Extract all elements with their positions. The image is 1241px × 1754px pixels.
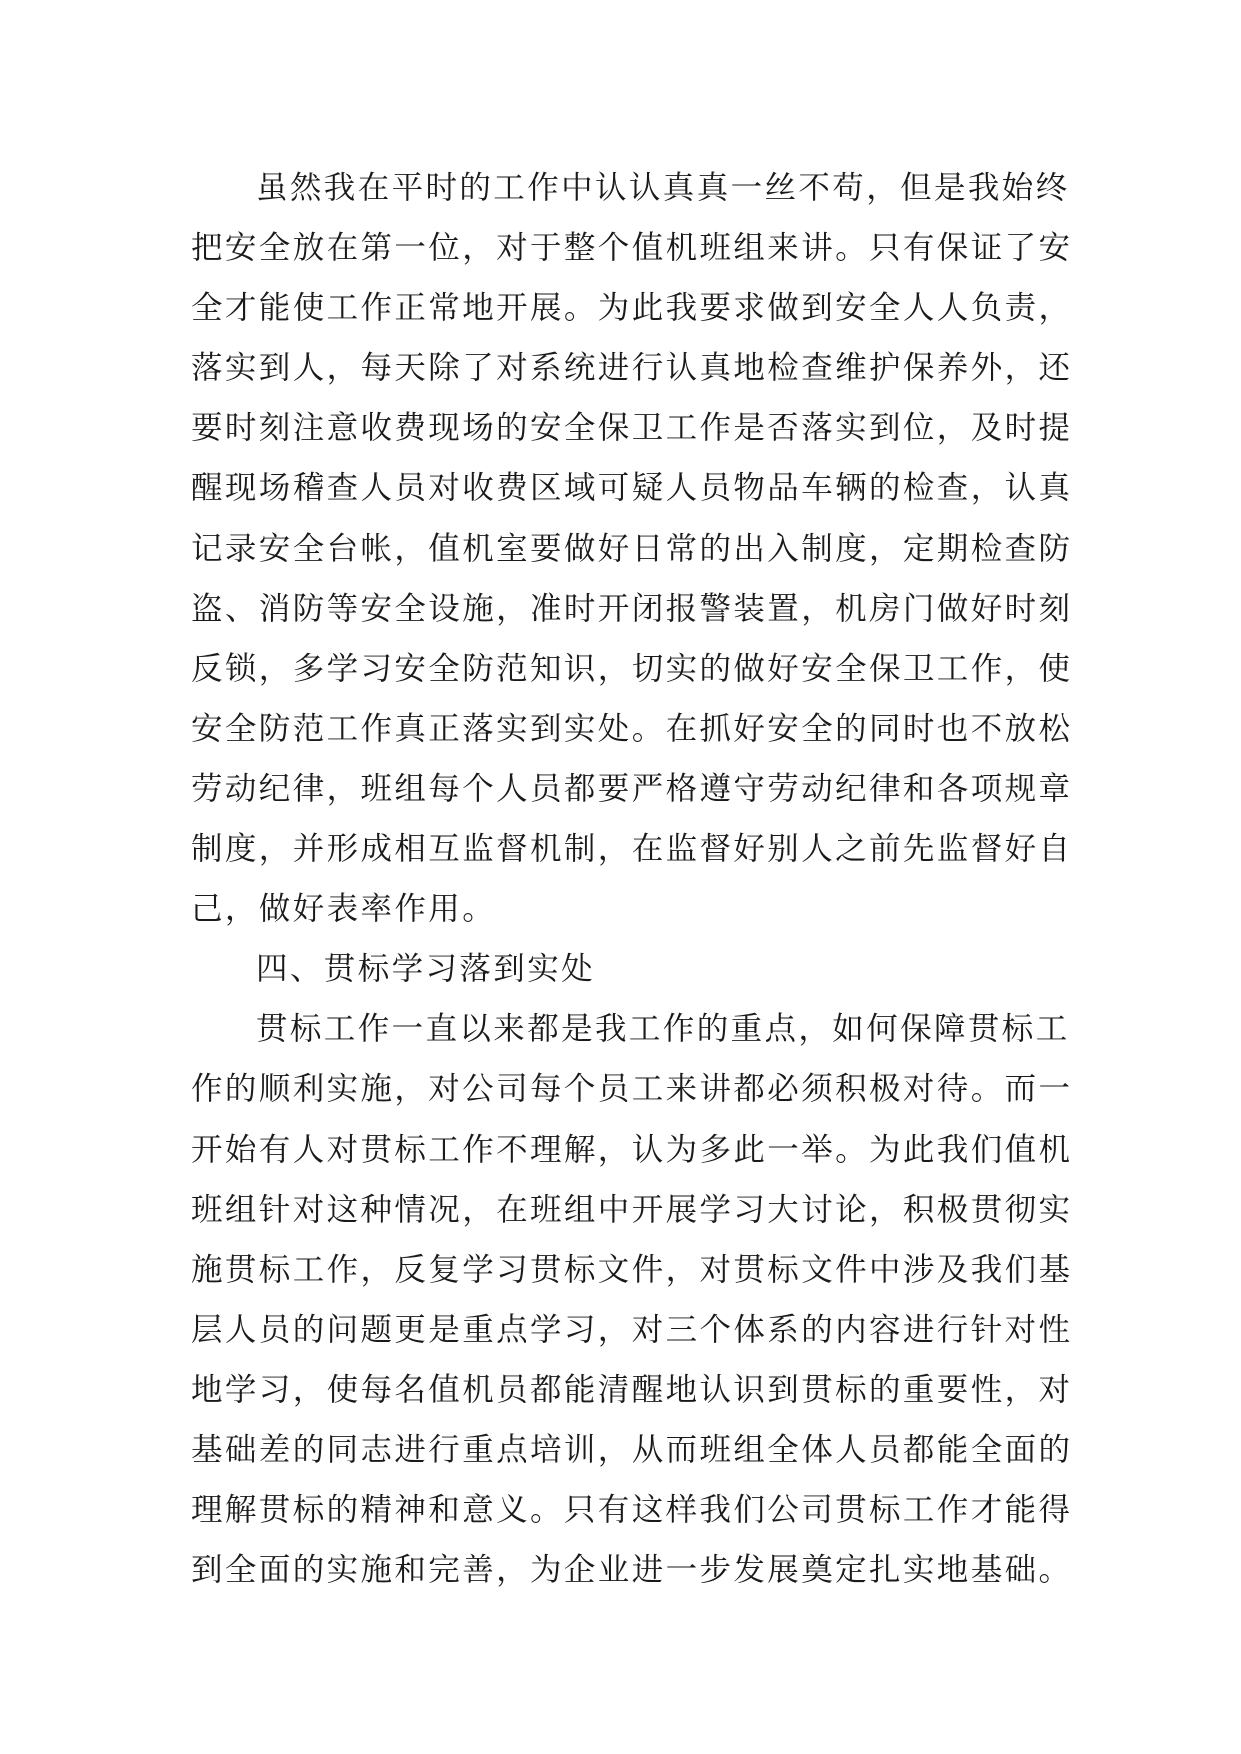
paragraph-line: 落实到人，每天除了对系统进行认真地检查维护保养外，还 — [191, 350, 1073, 387]
paragraph-line: 地学习，使每名值机员都能清醒地认识到贯标的重要性，对 — [191, 1371, 1073, 1408]
paragraph-standards — [191, 999, 1071, 1600]
paragraph-safety — [191, 158, 1071, 939]
paragraph-line: 贯标工作一直以来都是我工作的重点，如何保障贯标工 — [256, 1011, 1070, 1048]
paragraph-line: 层人员的问题更是重点学习，对三个体系的内容进行针对性 — [191, 1311, 1073, 1348]
paragraph-line: 反锁，多学习安全防范知识，切实的做好安全保卫工作，使 — [191, 650, 1073, 687]
paragraph-line: 己，做好表率作用。 — [191, 891, 497, 928]
document-body — [191, 158, 1071, 1600]
paragraph-line: 基础差的同志进行重点培训，从而班组全体人员都能全面的 — [191, 1431, 1073, 1468]
paragraph-line: 记录安全台帐，值机室要做好日常的出入制度，定期检查防 — [191, 530, 1073, 567]
paragraph-line: 劳动纪律，班组每个人员都要严格遵守劳动纪律和各项规章 — [191, 770, 1073, 807]
paragraph-line: 到全面的实施和完善，为企业进一步发展奠定扎实地基础。 — [191, 1552, 1073, 1589]
paragraph-line: 醒现场稽查人员对收费区域可疑人员物品车辆的检查，认真 — [191, 470, 1073, 507]
paragraph-line: 盗、消防等安全设施，准时开闭报警装置，机房门做好时刻 — [191, 590, 1073, 627]
paragraph-line: 开始有人对贯标工作不理解，认为多此一举。为此我们值机 — [191, 1131, 1073, 1168]
paragraph-line: 虽然我在平时的工作中认认真真一丝不苟，但是我始终 — [256, 170, 1070, 206]
paragraph-line: 施贯标工作，反复学习贯标文件，对贯标文件中涉及我们基 — [191, 1251, 1073, 1288]
paragraph-line: 班组针对这种情况，在班组中开展学习大讨论，积极贯彻实 — [191, 1191, 1073, 1228]
paragraph-line: 安全防范工作真正落实到实处。在抓好安全的同时也不放松 — [191, 710, 1073, 747]
section-heading: 四、贯标学习落到实处 — [256, 951, 596, 988]
paragraph-line: 作的顺利实施，对公司每个员工来讲都必须积极对待。而一 — [191, 1071, 1073, 1108]
paragraph-line: 理解贯标的精神和意义。只有这样我们公司贯标工作才能得 — [191, 1492, 1073, 1529]
paragraph-line: 要时刻注意收费现场的安全保卫工作是否落实到位，及时提 — [191, 410, 1073, 447]
paragraph-line: 制度，并形成相互监督机制，在监督好别人之前先监督好自 — [191, 831, 1073, 868]
paragraph-line: 把安全放在第一位，对于整个值机班组来讲。只有保证了安 — [191, 230, 1073, 267]
paragraph-line: 全才能使工作正常地开展。为此我要求做到安全人人负责， — [191, 290, 1073, 327]
